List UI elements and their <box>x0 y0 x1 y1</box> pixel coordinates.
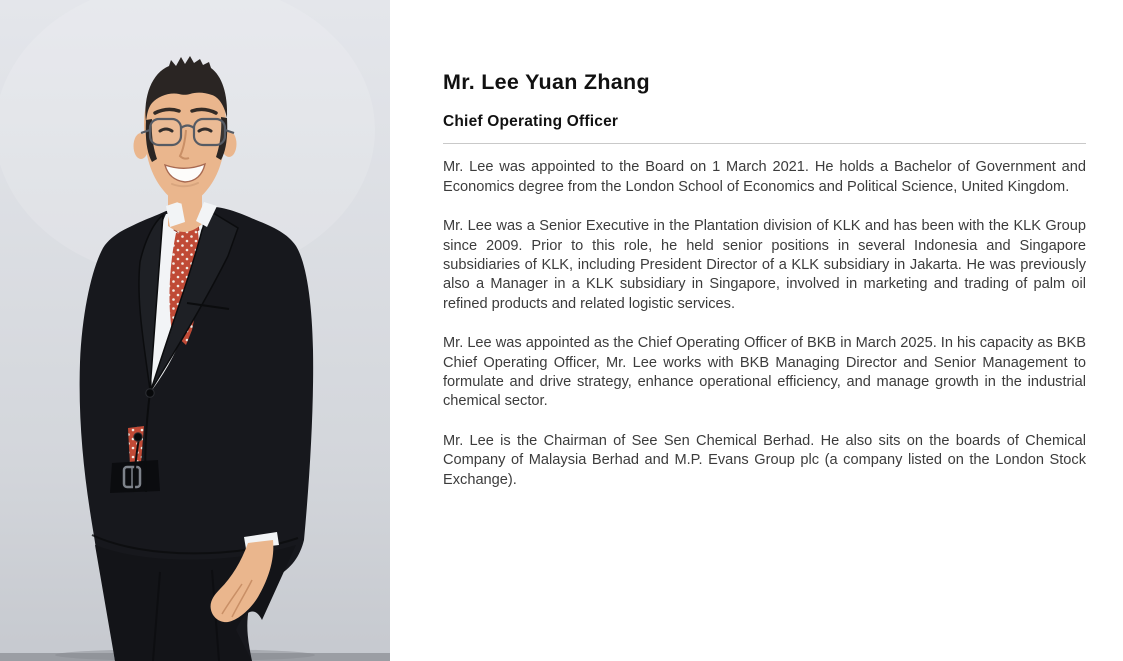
person-illustration <box>0 0 390 661</box>
person-title: Chief Operating Officer <box>443 112 619 130</box>
bio-paragraph-1: Mr. Lee was appointed to the Board on 1 March 2021. He holds a Bachelor of Government and Economics degree from the London School of Economics and Political Science, United Kingdom. <box>443 159 1086 195</box>
bio-paragraph-2: Mr. Lee was a Senior Executive in the Plantation division of KLK and has been with the KLK Group since 2009. Prior to this role, he held senior positions in several Indonesia and Singapore subsidiaries of KLK, including President Director of a KLK subsidiary in Jakarta. He was previously also a Manager in a KLK subsidiary in Singapore, involved in marketing and trading of palm oil refined products and related logistic services. <box>443 218 1086 312</box>
divider <box>443 143 1086 144</box>
bio-paragraph-3: Mr. Lee was appointed as the Chief Operating Officer of BKB in March 2025. In his capacity as BKB Chief Operating Officer, Mr. Lee works with BKB Managing Director and Senior Management to formulate and drive strategy, enhance operational efficiency, and manage growth in the industrial chemical sector. <box>443 335 1087 410</box>
profile-photo <box>0 0 390 661</box>
bio-paragraph-4: Mr. Lee is the Chairman of See Sen Chemical Berhad. He also sits on the boards of Chemical Company of Malaysia Berhad and M.P. Evans Group plc (a company listed on the London Stock Exchange). <box>443 432 1086 488</box>
bio-content <box>443 70 1086 510</box>
person-name: Mr. Lee Yuan Zhang <box>443 70 650 94</box>
bio-paragraphs <box>443 158 1086 490</box>
